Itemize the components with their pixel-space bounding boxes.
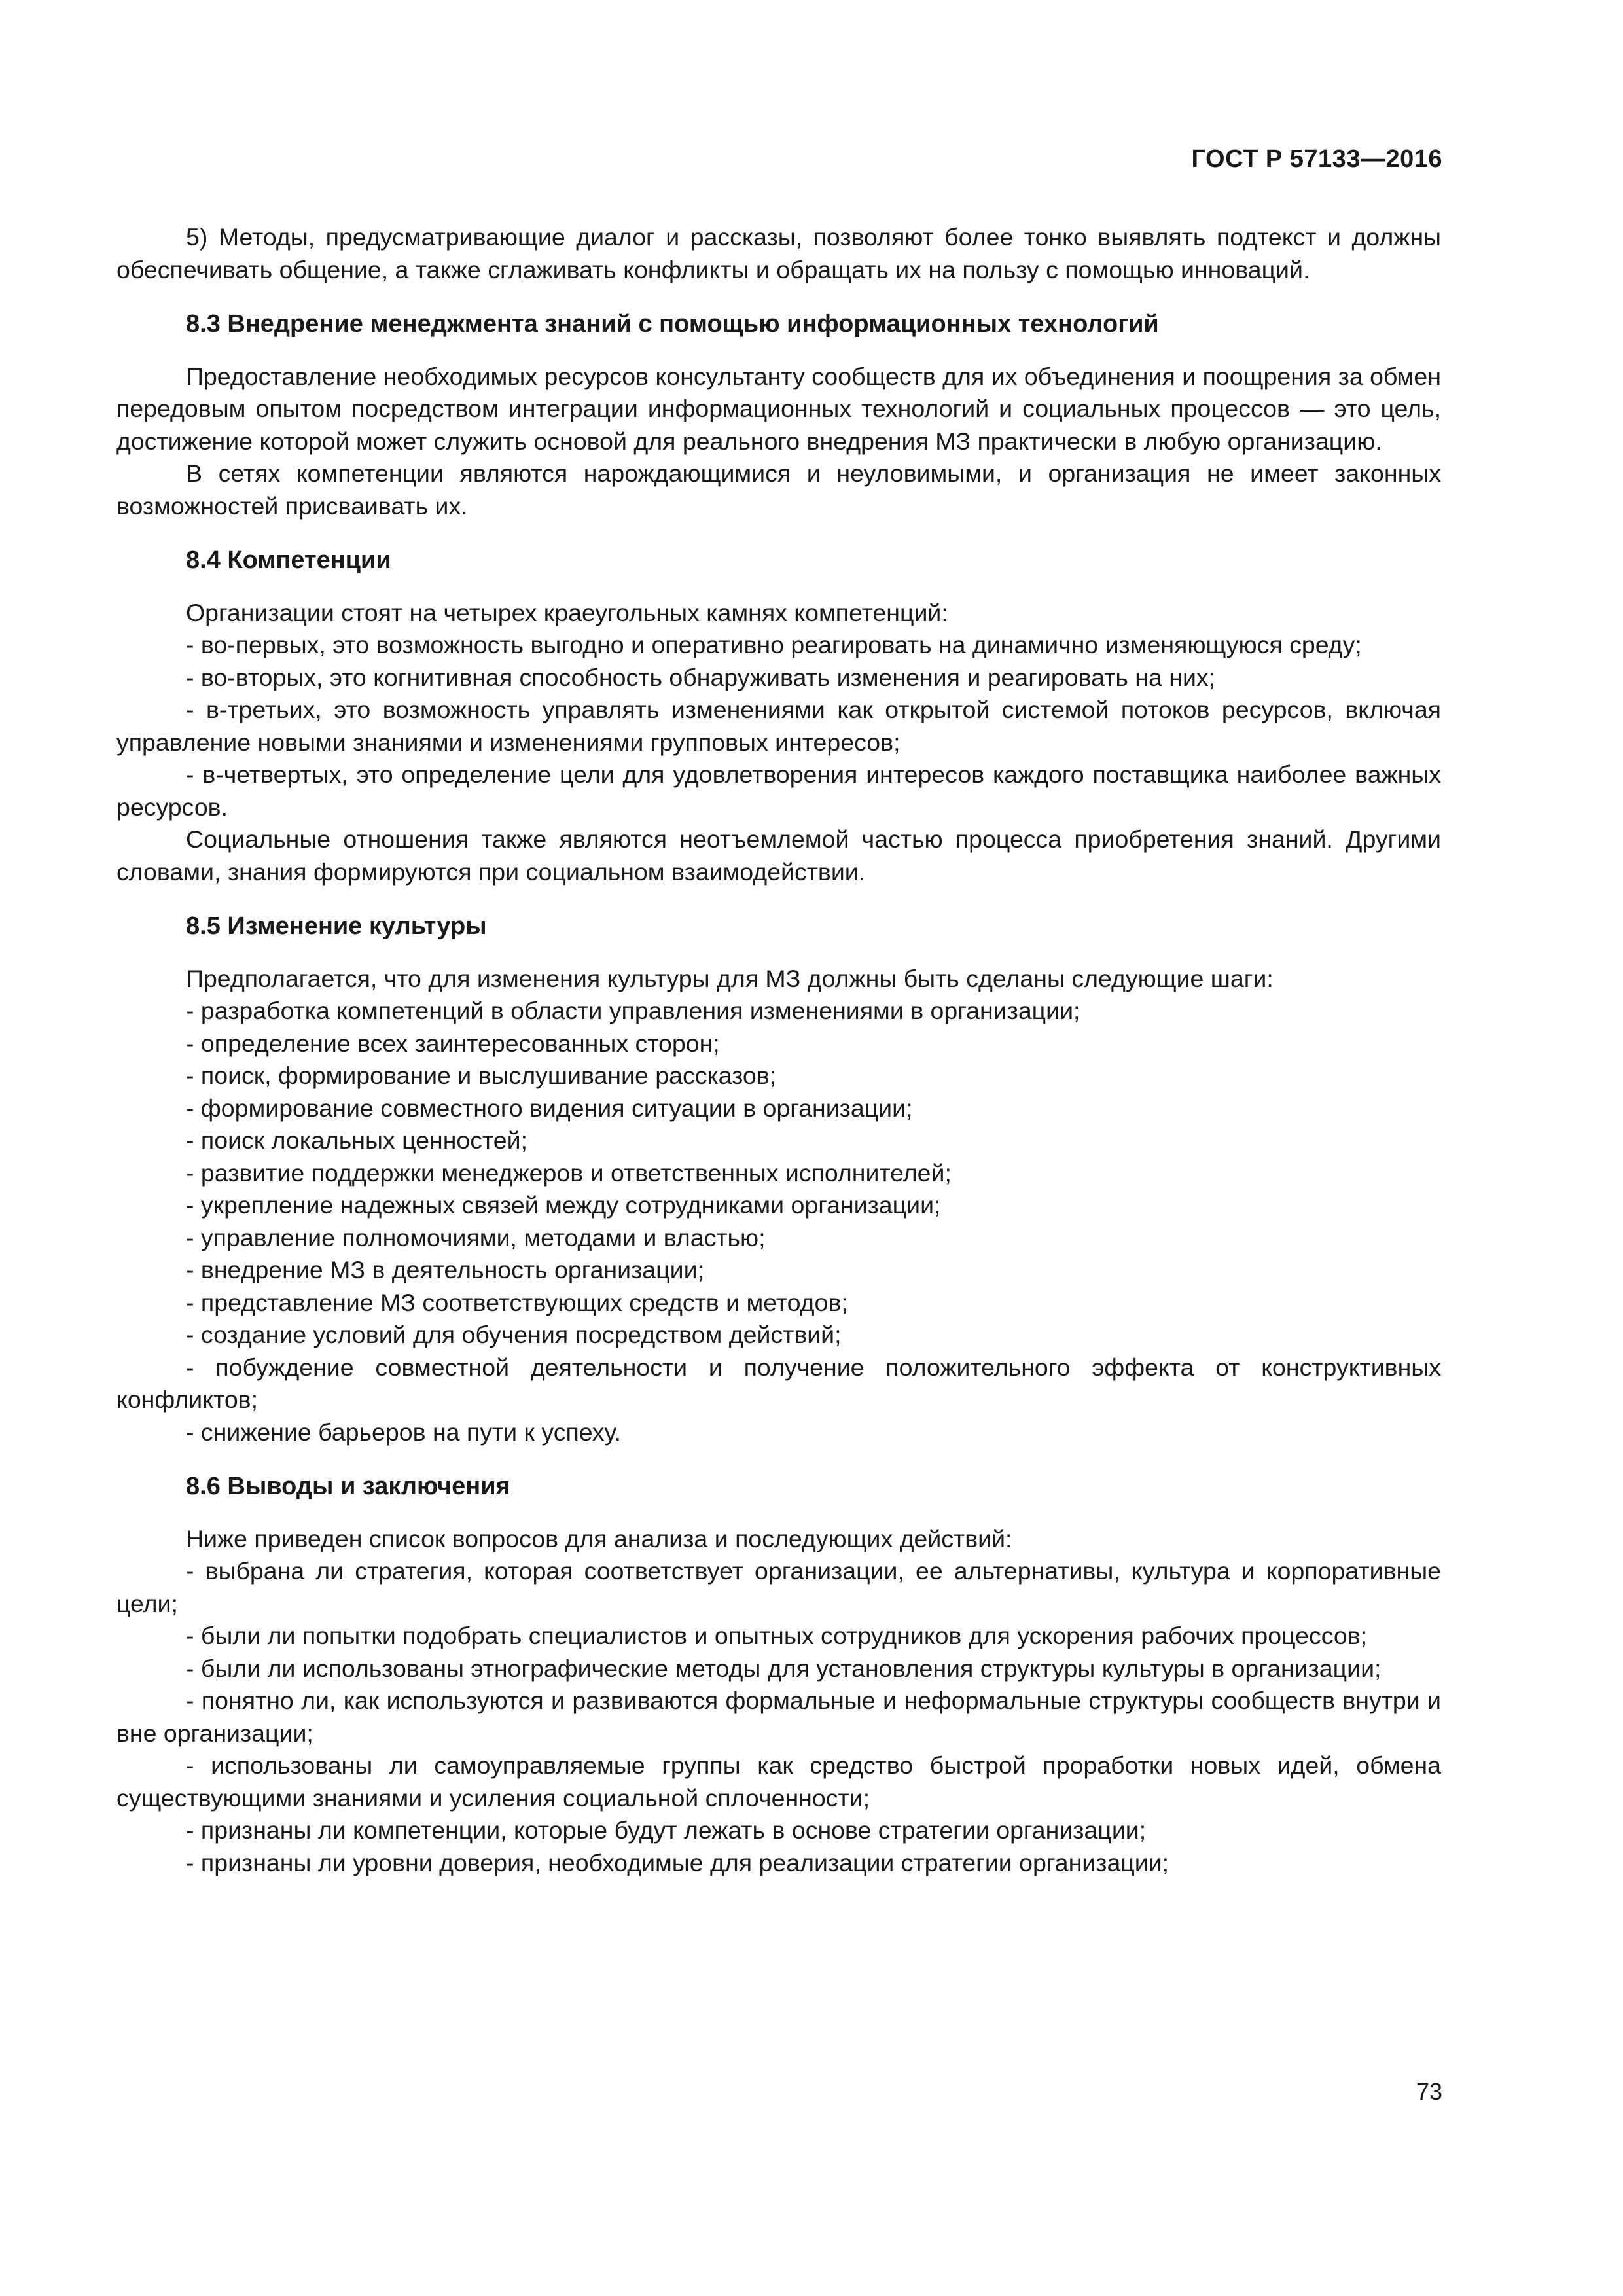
list-item: - поиск, формирование и выслушивание рассказов; [186,1062,777,1089]
section-8-6-intro: Ниже приведен список вопросов для анализа и последующих действий: [186,1524,1012,1552]
list-item: - были ли попытки подобрать специалистов и опытных сотрудников для ускорения рабочих процессов; [186,1622,1368,1649]
list-item: - снижение барьеров на пути к успеху. [186,1418,621,1446]
list-item: - внедрение МЗ в деятельность организации; [186,1256,704,1283]
paragraph-methods-dialogue: 5) Методы, предусматривающие диалог и рассказы, позволяют более тонко выявлять подтекст и должны обеспечивать общение, а также сглаживать конфликты и обращать их на пользу с помощью инноваций. [116,223,1441,283]
list-item: - во-первых, это возможность выгодно и оперативно реагировать на динамично изменяющуюся среду; [186,631,1362,658]
list-item: - побуждение совместной деятельности и получение положительного эффекта от конструктивных конфликтов; [116,1353,1441,1413]
list-item: - в-четвертых, это определение цели для удовлетворения интересов каждого поставщика наиболее важных ресурсов. [116,761,1441,821]
list-item: - признаны ли уровни доверия, необходимые для реализации стратегии организации; [186,1848,1169,1876]
section-8-5-title: 8.5 Изменение культуры [186,912,487,940]
section-8-6-title: 8.6 Выводы и заключения [186,1473,510,1500]
list-item: - поиск локальных ценностей; [186,1126,527,1154]
list-item: - развитие поддержки менеджеров и ответственных исполнителей; [186,1158,952,1187]
list-item: - укрепление надежных связей между сотрудниками организации; [186,1191,941,1219]
section-8-3-paragraph-2: В сетях компетенции являются нарождающимися и неуловимыми, и организация не имеет законных возможностей присваивать их. [116,459,1441,520]
list-item: - в-третьих, это возможность управлять изменениями как открытой системой потоков ресурсов, включая управление новыми знаниями и изменениями групповых интересов; [116,696,1441,756]
list-item: - понятно ли, как используются и развиваются формальные и неформальные структуры сообществ внутри и вне организации; [116,1687,1441,1747]
body-text [116,221,1441,1879]
list-item: - определение всех заинтересованных сторон; [186,1029,720,1057]
section-8-3-paragraph-1: Предоставление необходимых ресурсов консультанту сообществ для их объединения и поощрения за обмен передовым опытом посредством интеграции информационных технологий и социальных процессов — это цель, достижение которой может служить основой для реального внедрения МЗ практически в любую организацию. [116,362,1441,455]
list-item: - разработка компетенций в области управления изменениями в организации; [186,997,1080,1024]
list-item: - использованы ли самоуправляемые группы как средство быстрой проработки новых идей, обмена существующими знаниями и усиления социальной сплоченности; [116,1751,1441,1812]
section-8-3-title: 8.3 Внедрение менеджмента знаний с помощью информационных технологий [186,310,1159,338]
list-item: - были ли использованы этнографические методы для установления структуры культуры в организации; [186,1654,1382,1682]
section-8-4-title: 8.4 Компетенции [186,547,391,574]
section-8-4-intro: Организации стоят на четырех краеугольных камнях компетенций: [186,598,948,626]
list-item: - выбрана ли стратегия, которая соответствует организации, ее альтернативы, культура и корпоративные цели; [116,1557,1441,1617]
list-item: - представление МЗ соответствующих средств и методов; [186,1288,848,1316]
list-item: - формирование совместного видения ситуации в организации; [186,1094,913,1122]
document-code-header: ГОСТ Р 57133—2016 [1191,145,1442,173]
section-8-5-intro: Предполагается, что для изменения культуры для МЗ должны быть сделаны следующие шаги: [186,964,1274,992]
list-item: - во-вторых, это когнитивная способность обнаруживать изменения и реагировать на них; [186,663,1216,691]
page-number: 73 [1416,2078,1442,2105]
section-8-4-paragraph-2: Социальные отношения также являются неотъемлемой частью процесса приобретения знаний. Другими словами, знания формируются при социальном взаимодействии. [116,825,1441,886]
list-item: - признаны ли компетенции, которые будут лежать в основе стратегии организации; [186,1816,1147,1844]
list-item: - управление полномочиями, методами и властью; [186,1223,766,1251]
list-item: - создание условий для обучения посредством действий; [186,1321,842,1348]
